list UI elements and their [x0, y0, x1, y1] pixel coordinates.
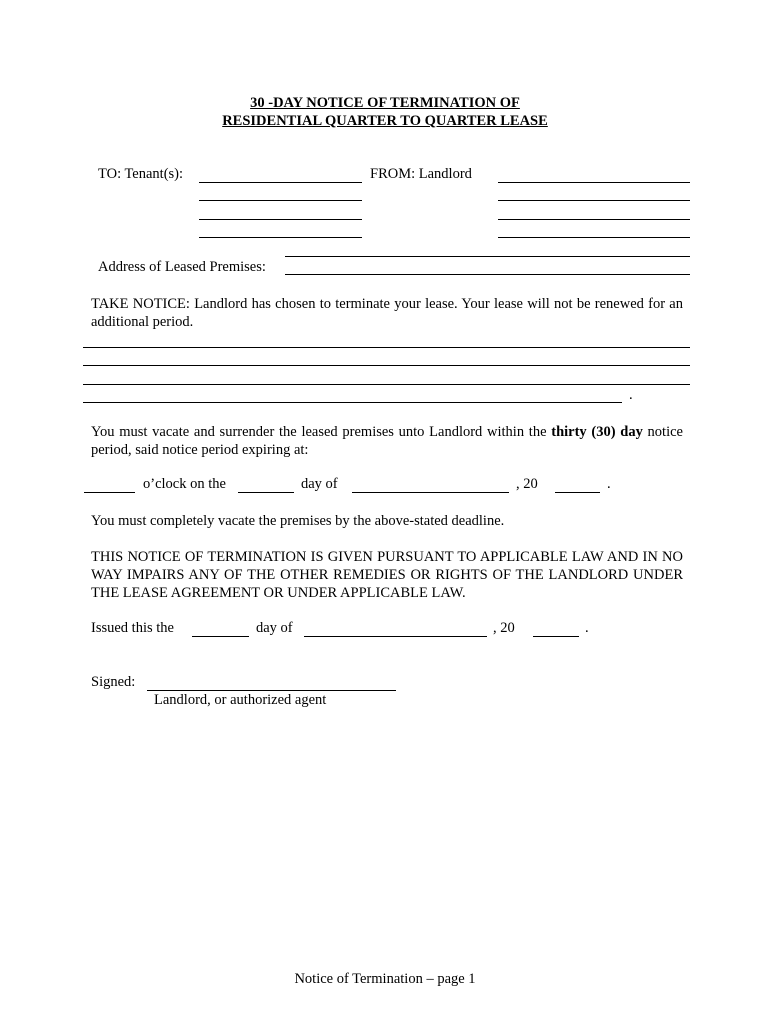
address-line[interactable] [285, 274, 690, 275]
signature-caption: Landlord, or authorized agent [154, 692, 327, 708]
signed-label: Signed: [91, 674, 136, 690]
deadline-day-of-label: day of [301, 476, 338, 492]
deadline-end-period: . [607, 476, 611, 492]
notice-end-period: . [629, 387, 633, 403]
issued-year-field[interactable] [533, 636, 579, 637]
deadline-year-field[interactable] [555, 492, 600, 493]
completely-vacate-text: You must completely vacate the premises by the above-stated deadline. [91, 513, 505, 529]
landlord-name-line-4[interactable] [498, 237, 690, 238]
issued-year-prefix: , 20 [493, 620, 515, 636]
signature-line[interactable] [147, 690, 396, 691]
landlord-name-line-2[interactable] [498, 200, 690, 201]
issued-month-field[interactable] [304, 636, 487, 637]
take-notice-paragraph: TAKE NOTICE: Landlord has chosen to terminate your lease. Your lease will not be renewed for an additional period. [91, 296, 683, 330]
vacate-text-before: You must vacate and surrender the leased premises unto Landlord within the [91, 424, 547, 440]
issued-day-field[interactable] [192, 636, 249, 637]
vacate-period-bold: thirty (30) day [551, 424, 643, 440]
legal-notice-paragraph: THIS NOTICE OF TERMINATION IS GIVEN PURSUANT TO APPLICABLE LAW AND IN NO WAY IMPAIRS ANY OF THE OTHER REMEDIES OR RIGHTS OF THE LANDLORD UNDER THE LEASE AGREEMENT OR UNDER APPLICABLE LAW. [91, 549, 683, 601]
tenant-label: TO: Tenant(s): [98, 166, 184, 182]
vacate-text-after: notice period, said notice period expiring at: [91, 424, 683, 458]
address-label: Address of Leased Premises: [98, 259, 266, 275]
landlord-name-line-1[interactable] [498, 182, 690, 183]
notice-blank-line-3[interactable] [83, 384, 690, 385]
deadline-day-field[interactable] [238, 492, 294, 493]
tenant-name-line-3[interactable] [199, 219, 362, 220]
landlord-label: FROM: Landlord [370, 166, 472, 182]
deadline-year-prefix: , 20 [516, 476, 538, 492]
vacate-paragraph [91, 423, 683, 459]
page-footer: Notice of Termination – page 1 [294, 971, 476, 987]
notice-blank-line-2[interactable] [83, 365, 690, 366]
notice-blank-line-4[interactable] [83, 402, 622, 403]
address-line-upper[interactable] [285, 256, 690, 257]
deadline-month-field[interactable] [352, 492, 509, 493]
landlord-name-line-3[interactable] [498, 219, 690, 220]
notice-blank-line-1[interactable] [83, 347, 690, 348]
tenant-name-line-1[interactable] [199, 182, 362, 183]
tenant-name-line-4[interactable] [199, 237, 362, 238]
issued-end-period: . [585, 620, 589, 636]
tenant-name-line-2[interactable] [199, 200, 362, 201]
document-title-line-1: 30 -DAY NOTICE OF TERMINATION OF [250, 95, 520, 111]
oclock-label: o’clock on the [143, 476, 226, 492]
deadline-hour-field[interactable] [84, 492, 135, 493]
issued-label: Issued this the [91, 620, 174, 636]
document-title-line-2: RESIDENTIAL QUARTER TO QUARTER LEASE [222, 113, 548, 129]
issued-day-of-label: day of [256, 620, 293, 636]
